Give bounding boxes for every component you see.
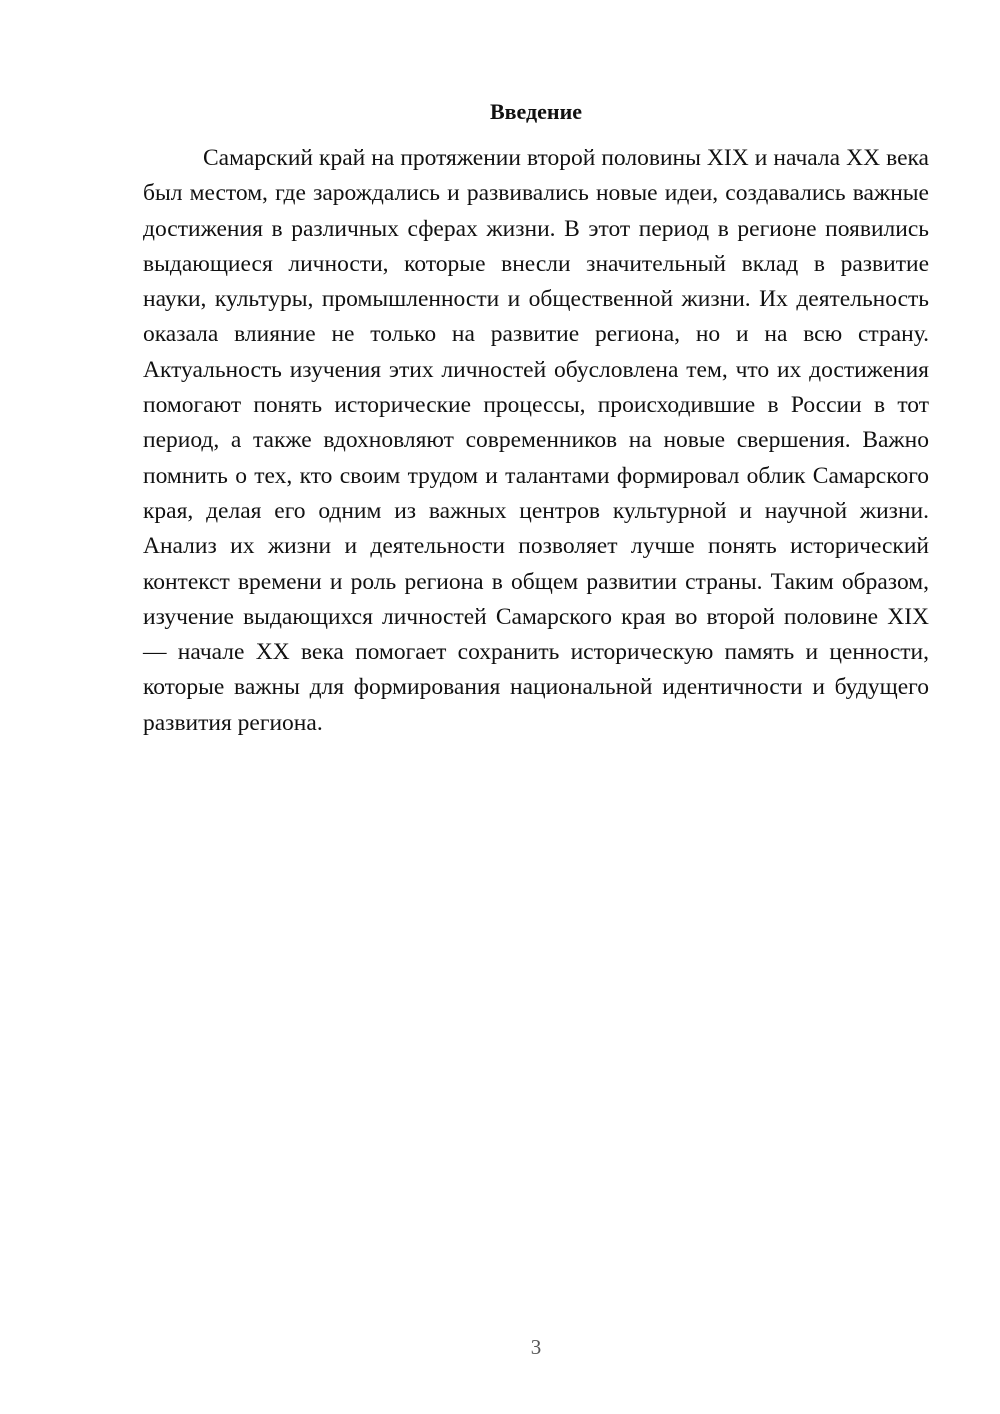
- page-number: 3: [530, 1335, 542, 1359]
- section-heading: Введение: [489, 99, 583, 124]
- body-paragraph: Самарский край на протяжении второй половины XIX и начала XX века был местом, где зарождались и развивались новые идеи, создавались важные достижения в различных сферах жизни. В этот период в регионе появились выдающиеся личности, которые внесли значительный вклад в развитие науки, культуры, промышленности и общественной жизни. Их деятельность оказала влияние не только на развитие региона, но и на всю страну. Актуальность изучения этих личностей обусловлена тем, что их достижения помогают понять исторические процессы, происходившие в России в тот период, а также вдохновляют современников на новые свершения. Важно помнить о тех, кто своим трудом и талантами формировал облик Самарского края, делая его одним из важных центров культурной и научной жизни. Анализ их жизни и деятельности позволяет лучше понять исторический контекст времени и роль региона в общем развитии страны. Таким образом, изучение выдающихся личностей Самарского края во второй половине XIX — начале XX века помогает сохранить историческую память и ценности, которые важны для формирования национальной идентичности и будущего развития региона.: [143, 145, 929, 736]
